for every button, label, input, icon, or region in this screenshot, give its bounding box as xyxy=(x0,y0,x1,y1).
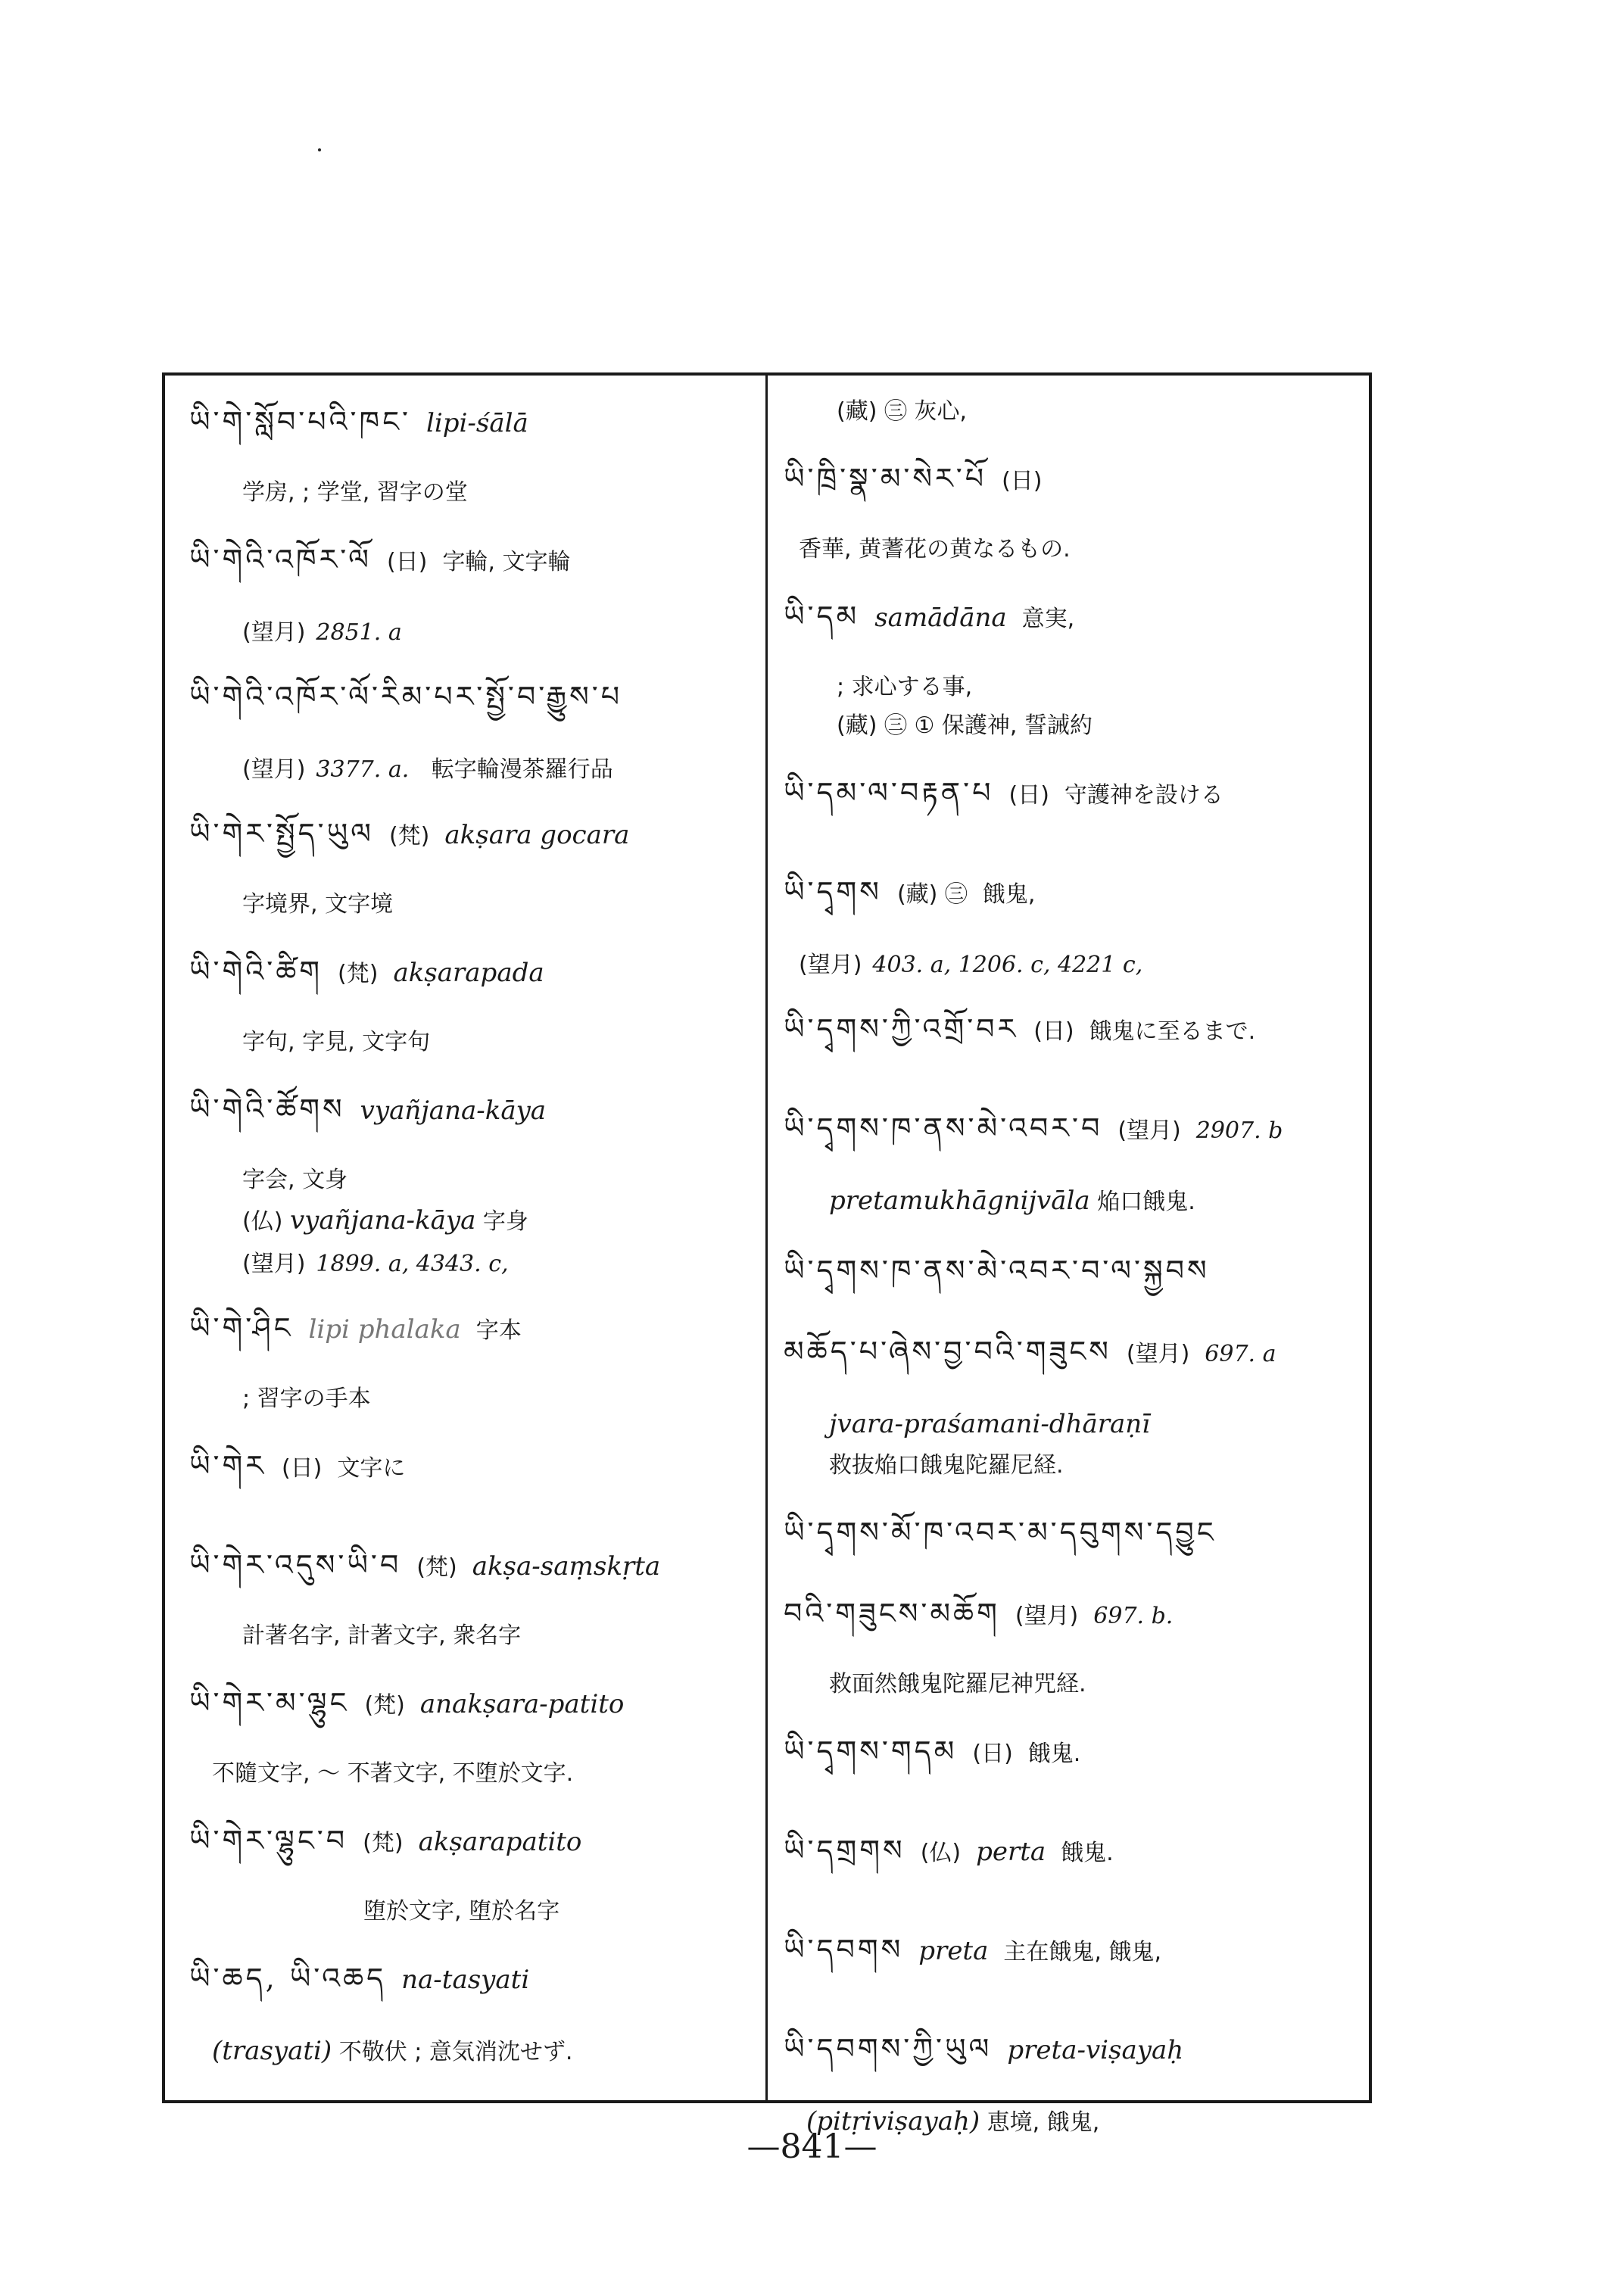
stray-mark xyxy=(318,148,321,151)
tibetan-headword: ཡི་གེར་མ་ལྷུང xyxy=(189,1686,350,1719)
sanskrit-term: na-tasyati xyxy=(401,1965,530,1995)
entry-yiger xyxy=(189,1434,753,1515)
source-tag: (梵) xyxy=(388,823,430,849)
source-tag: (梵) xyxy=(338,961,379,987)
tibetan-headword: ཡི་དྭགས་ཀྱི་འགྲོ་བར xyxy=(784,1012,1019,1046)
entry-aksharapada xyxy=(189,940,753,1059)
tibetan-headword: ཡི་གེར་སྤྱོད་ཡུལ xyxy=(189,817,374,850)
source-tag: (日) xyxy=(1008,782,1049,809)
entry-yidam-la-brtan xyxy=(784,761,1359,842)
entry-na-tasyati xyxy=(189,1946,753,2071)
definition: 焔口餓鬼. xyxy=(1097,1189,1195,1215)
reference: (望月) 1899. a, 4343. c, xyxy=(242,1251,509,1277)
source-tag: (日) xyxy=(281,1455,323,1482)
tibetan-headword: ཡི་དབགས་ཀྱི་ཡུལ xyxy=(784,2032,993,2065)
tibetan-headword: ཡི་གེར་འདུས་ཡི་བ xyxy=(189,1548,402,1582)
entry-samadana xyxy=(784,584,1359,743)
definition: 字会, 文身 xyxy=(242,1167,348,1193)
definition: 餓鬼に至るまで. xyxy=(1089,1018,1256,1045)
sanskrit-term: akṣara gocara xyxy=(444,820,630,850)
source-tag: (藏) ㊂ xyxy=(896,881,968,908)
definition: 餓鬼. xyxy=(1027,1741,1081,1767)
sanskrit-term: akṣarapada xyxy=(393,958,544,988)
tibetan-headword: ཡི་གེ་ཤིང xyxy=(189,1311,294,1345)
reference-label: (望月) xyxy=(1015,1603,1079,1629)
reference: (望月) 403. a, 1206. c, 4221 c, xyxy=(799,952,1143,978)
left-column xyxy=(189,390,753,2089)
sanskrit-term: vyañjana-kāya xyxy=(360,1096,547,1126)
tibetan-headword: ཡི་དབགས xyxy=(784,1933,904,1966)
sanskrit-term: lipi-śālā xyxy=(426,408,528,438)
tibetan-headword: ཡི་གེའི་འཁོར་ལོ xyxy=(189,543,372,576)
entry-akshara-gocara xyxy=(189,802,753,921)
tibetan-headword: ཡི་ཁྲི་སྣ་མ་སེར་པོ xyxy=(784,462,987,495)
sanskrit-term: pretamukhāgnijvāla xyxy=(829,1186,1090,1216)
definition: 守護神を設ける xyxy=(1064,782,1223,809)
entry-yidvags-gdam xyxy=(784,1719,1359,1800)
entry-jvara-prasamani xyxy=(784,1239,1359,1482)
tibetan-headword: ཡི་དྭགས་ཁ་ནས་མེ་འབར་བ xyxy=(784,1111,1103,1145)
definition: 堕於文字, 堕於名字 xyxy=(363,1898,560,1925)
tibetan-headword: ཡི་གེའི་ཚོགས xyxy=(189,1092,345,1126)
right-column xyxy=(784,390,1359,2159)
page-number: —841— xyxy=(747,2127,877,2166)
entry-aksarapatito xyxy=(189,1809,753,1928)
sanskrit-term: jvara-praśamani-dhāraṇī xyxy=(829,1409,1151,1439)
sanskrit-term: samādāna xyxy=(874,603,1007,633)
definition: ; 求心する事, xyxy=(837,674,973,700)
tibetan-headword: ཡི་དམ་ལ་བརྟན་པ xyxy=(784,776,994,809)
definition: 餓鬼. xyxy=(1061,1840,1114,1866)
definition: 計著名字, 計著文字, 衆名字 xyxy=(242,1622,522,1649)
entry-yid-phrog xyxy=(784,447,1359,566)
reference: (望月) 2851. a xyxy=(242,619,402,646)
sanskrit-term: akṣa-saṃskṛta xyxy=(472,1551,661,1582)
tibetan-headword: ཡི་གེར་ལྷུང་བ xyxy=(189,1824,348,1857)
definition: 不敬伏 ; 意気消沈せず. xyxy=(338,2039,573,2065)
tibetan-headword-cont: བའི་གཟུངས་མཆོག xyxy=(784,1597,1000,1630)
definition: 学房, ; 学堂, 習字の堂 xyxy=(242,479,468,506)
tibetan-headword: ཡི་གེའི་ཚིག xyxy=(189,955,323,988)
definition-2: (藏) ㊂ ① 保護神, 誓誡約 xyxy=(837,712,1093,739)
entry-preta xyxy=(784,1918,1359,1999)
source-tag: (梵) xyxy=(364,1692,405,1719)
tibetan-headword: ཡི་དགྲགས xyxy=(784,1834,906,1867)
definition-short: 字本 xyxy=(475,1317,522,1344)
tibetan-headword: ཡི་ཆད, ཡི་འཆད xyxy=(189,1962,387,1995)
entry-face-flame-dharani xyxy=(784,1501,1359,1701)
column-divider xyxy=(765,372,768,2103)
definition: 字句, 字見, 文字句 xyxy=(242,1029,431,1055)
sub-definition: (仏) vyañjana-kāya 字身 xyxy=(242,1205,528,1236)
tibetan-headword-cont: མཆོད་པ་ཞེས་བྱ་བའི་གཟུངས xyxy=(784,1335,1111,1368)
definition: 香華, 黄蓍花の黄なるもの. xyxy=(799,536,1071,563)
tibetan-headword: ཡི་དྭགས་ཁ་ནས་མེ་འབར་བ་ལ་སྐྱབས xyxy=(784,1254,1210,1287)
source-tag: (日) xyxy=(386,549,428,575)
entry-yidvags xyxy=(784,860,1359,979)
definition-short: 意実, xyxy=(1021,606,1075,632)
entry-perta xyxy=(784,1819,1359,1900)
entry-anaksara-patito xyxy=(189,1671,753,1791)
definition: (藏) ㊂ 灰心, xyxy=(837,398,968,425)
entry-letter-wheel-mandala xyxy=(189,665,753,784)
definition: 餓鬼, xyxy=(982,881,1036,908)
entry-pretamukhagnijvala xyxy=(784,1096,1359,1220)
definition: 不隨文字, ～ 不著文字, 不堕於文字. xyxy=(212,1760,574,1787)
sanskrit-term: lipi phalaka xyxy=(308,1314,461,1345)
entry-continued xyxy=(784,394,1359,429)
definition: 主在餓鬼, 餓鬼, xyxy=(1003,1939,1161,1965)
source-tag: (日) xyxy=(1033,1018,1074,1045)
entry-preta-visayah xyxy=(784,2017,1359,2141)
entry-letter-wheel xyxy=(189,528,753,647)
sanskrit-term: akṣarapatito xyxy=(418,1827,582,1857)
reference-number: 697. b. xyxy=(1093,1603,1174,1629)
sanskrit-term: preta xyxy=(918,1936,989,1966)
entry-yidvags-kyi-gro xyxy=(784,997,1359,1078)
source-tag: (梵) xyxy=(363,1830,404,1856)
source-tag: (梵) xyxy=(416,1554,457,1581)
sanskrit-variant: (trasyati) xyxy=(212,2036,332,2066)
reference-label: (望月) xyxy=(1126,1341,1190,1367)
tibetan-headword: ཡི་གེའི་འཁོར་ལོ་རིམ་པར་སྤྱོ་བ་རྒྱུས་པ xyxy=(189,680,623,713)
reference-number: 697. a xyxy=(1205,1341,1276,1367)
definition: ; 習字の手本 xyxy=(242,1385,371,1412)
sanskrit-term: anakṣara-patito xyxy=(419,1689,625,1719)
tibetan-headword: ཡི་དྭགས་གདམ xyxy=(784,1735,958,1768)
sanskrit-variant: (pitṛiviṣayaḥ) xyxy=(806,2106,980,2137)
reference-label: (望月) xyxy=(1117,1117,1181,1144)
definition: 救抜焔口餓鬼陀羅尼経. xyxy=(829,1452,1064,1479)
entry-lipi-phalaka xyxy=(189,1296,753,1416)
definition: 文字に xyxy=(337,1455,406,1482)
definition: 転字輪漫茶羅行品 xyxy=(431,756,613,783)
entry-aksa-samskrta xyxy=(189,1533,753,1653)
tibetan-headword: ཡི་དྭགས་མོ་ཁ་འབར་མ་དབུགས་དབྱུང xyxy=(784,1516,1217,1549)
reference-number: 2907. b xyxy=(1195,1117,1283,1144)
sanskrit-term: preta-viṣayaḥ xyxy=(1007,2035,1184,2065)
sanskrit-term: perta xyxy=(976,1837,1046,1867)
definition: 救面然餓鬼陀羅尼神咒経. xyxy=(829,1671,1086,1697)
tibetan-headword: ཡི་གེར xyxy=(189,1449,267,1482)
entry-lipi-sala xyxy=(189,390,753,510)
definition: 字境界, 文字境 xyxy=(242,891,394,918)
tibetan-headword: ཡི་གེ་སློབ་པའི་ཁང་ xyxy=(189,405,412,438)
tibetan-headword: ཡི་དྭགས xyxy=(784,875,882,909)
source-tag: (日) xyxy=(972,1741,1013,1767)
definition: 字輪, 文字輪 xyxy=(442,549,571,575)
reference: (望月) 3377. a. 転字輪漫茶羅行品 xyxy=(242,756,613,783)
entry-vyanjana-kaya xyxy=(189,1077,753,1278)
definition: 恵境, 餓鬼, xyxy=(987,2109,1100,2136)
source-tag: (仏) xyxy=(920,1840,962,1866)
source-tag: (日) xyxy=(1002,468,1043,494)
tibetan-headword: ཡི་དམ xyxy=(784,600,860,633)
